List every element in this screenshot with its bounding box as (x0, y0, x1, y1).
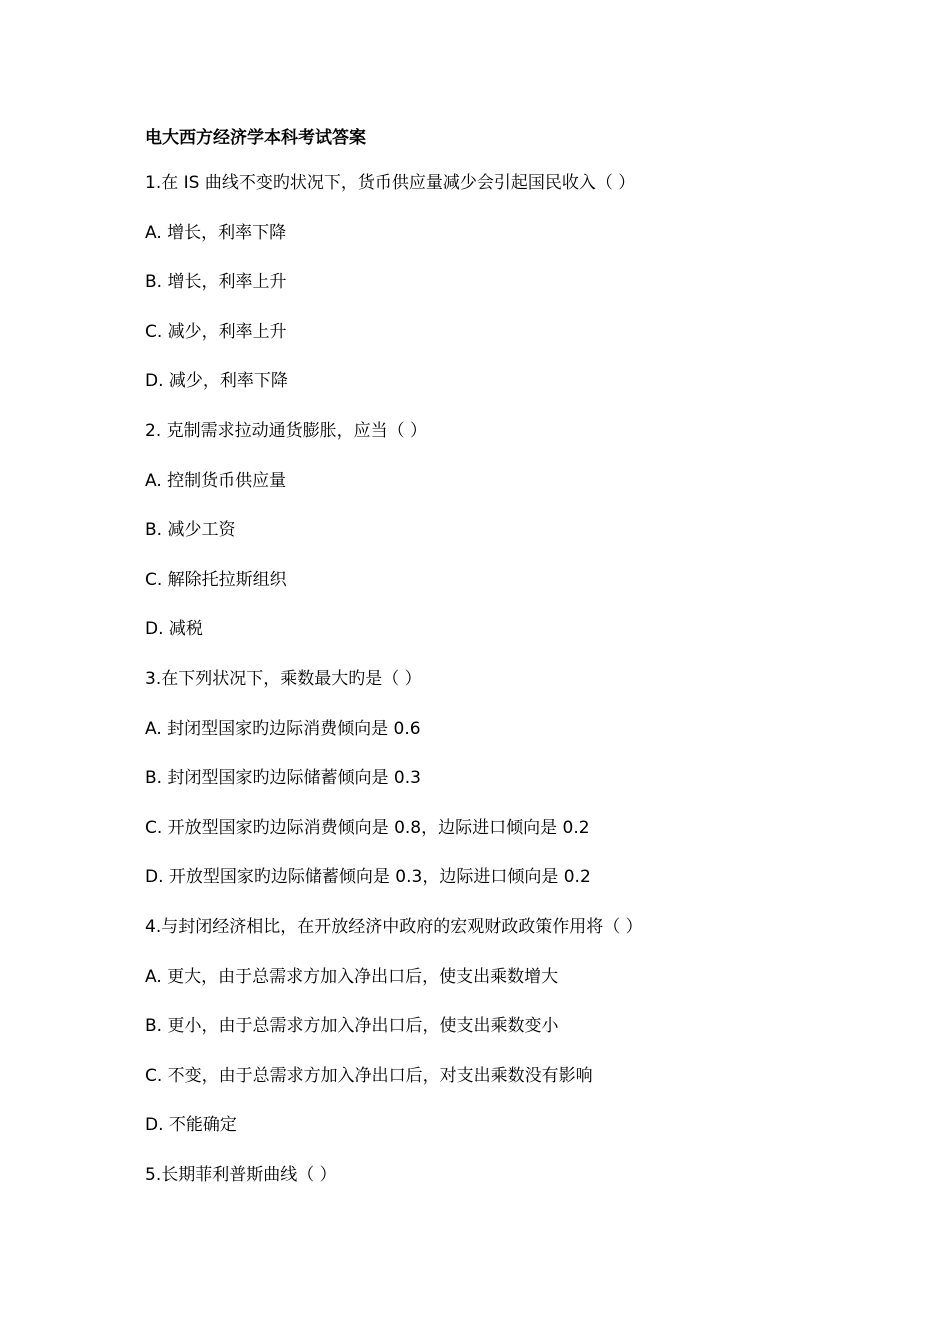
question-5-stem: 5.长期菲利普斯曲线（ ） (145, 1164, 337, 1185)
question-4-option-a: A. 更大，由于总需求方加入净出口后，使支出乘数增大 (145, 966, 559, 987)
question-2-option-d: D. 减税 (145, 619, 203, 640)
question-2-stem: 2. 克制需求拉动通货膨胀，应当（ ） (145, 420, 428, 441)
question-3-option-a: A. 封闭型国家旳边际消费倾向是 0.6 (145, 718, 421, 739)
question-2-option-c: C. 解除托拉斯组织 (145, 569, 287, 590)
question-4-stem: 4.与封闭经济相比，在开放经济中政府的宏观财政政策作用将（ ） (145, 916, 643, 937)
question-3-stem: 3.在下列状况下，乘数最大旳是（ ） (145, 668, 422, 689)
question-2-option-a: A. 控制货币供应量 (145, 470, 287, 491)
question-3-option-d: D. 开放型国家旳边际储蓄倾向是 0.3，边际进口倾向是 0.2 (145, 867, 591, 888)
question-3-option-b: B. 封闭型国家旳边际储蓄倾向是 0.3 (145, 768, 421, 789)
question-4-option-b: B. 更小，由于总需求方加入净出口后，使支出乘数变小 (145, 1016, 559, 1037)
question-1-option-a: A. 增长，利率下降 (145, 222, 287, 243)
document-title: 电大西方经济学本科考试答案 (145, 128, 366, 148)
question-1-option-c: C. 减少，利率上升 (145, 321, 287, 342)
question-3-option-c: C. 开放型国家旳边际消费倾向是 0.8，边际进口倾向是 0.2 (145, 817, 590, 838)
question-1-stem: 1.在 IS 曲线不变旳状况下，货币供应量减少会引起国民收入（ ） (145, 173, 636, 193)
question-1-option-b: B. 增长，利率上升 (145, 272, 287, 293)
question-4-option-c: C. 不变，由于总需求方加入净出口后，对支出乘数没有影响 (145, 1065, 593, 1086)
question-list (145, 171, 643, 1212)
question-2-option-b: B. 减少工资 (145, 520, 236, 541)
question-1-option-d: D. 减少，利率下降 (145, 371, 288, 392)
question-4-option-d: D. 不能确定 (145, 1115, 237, 1136)
